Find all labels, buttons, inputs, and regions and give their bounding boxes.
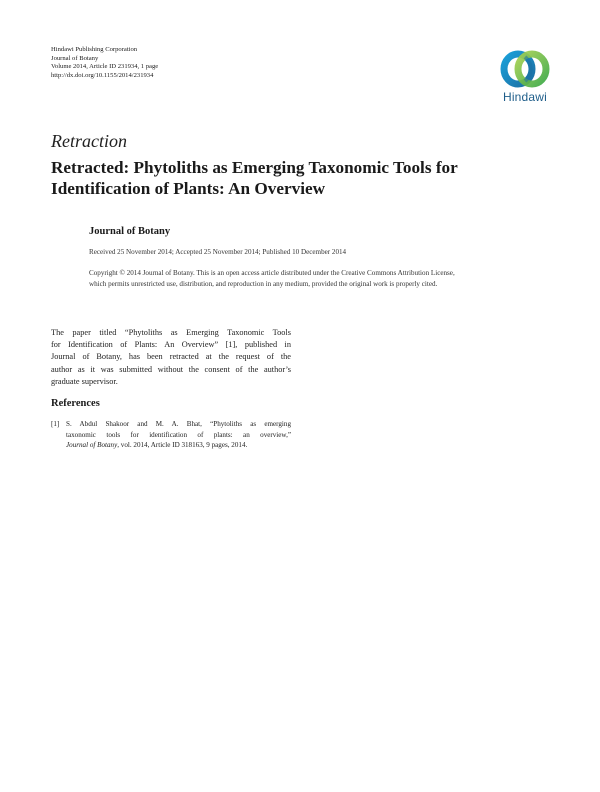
copyright-line: Copyright © 2014 Journal of Botany. This is an open access article distributed under the Creative Commons Attribution License, (89, 269, 455, 277)
hindawi-logo-icon (496, 48, 554, 90)
journal-author: Journal of Botany (89, 226, 171, 237)
body-line: The paper titled “Phytoliths as Emerging Taxonomic Tools (51, 328, 291, 337)
body-line: graduate supervisor. (51, 376, 118, 386)
publication-dates: Received 25 November 2014; Accepted 25 November 2014; Published 10 December 2014 (89, 248, 347, 256)
article-type: Retraction (51, 131, 127, 151)
copyright-notice (89, 268, 544, 289)
reference-body (66, 419, 291, 451)
journal-name-header: Journal of Botany (51, 54, 99, 62)
reference-details: , vol. 2014, Article ID 318163, 9 pages, 2014. (117, 441, 248, 450)
volume-line: Volume 2014, Article ID 231934, 1 page (51, 63, 159, 71)
reference-journal: Journal of Botany (66, 441, 118, 450)
hindawi-logo-text: Hindawi (502, 90, 548, 104)
title-line: Retracted: Phytoliths as Emerging Taxonomic Tools for (51, 158, 458, 177)
reference-line (66, 440, 291, 451)
title-line: Identification of Plants: An Overview (51, 178, 326, 198)
header-meta (51, 46, 158, 80)
article-title (51, 158, 521, 199)
body-line: author as it was submitted without the consent of the author’s (51, 364, 291, 374)
reference-number: [1] (51, 420, 60, 428)
references-heading: References (51, 398, 100, 409)
publisher-name: Hindawi Publishing Corporation (51, 46, 138, 53)
body-line: for Identification of Plants: An Overview” [1], published in (51, 340, 291, 350)
doi-link[interactable]: http://dx.doi.org/10.1155/2014/231934 (51, 71, 154, 79)
reference-line: taxonomic tools for identification of plants: an overview,” (66, 430, 291, 439)
reference-line: S. Abdul Shakoor and M. A. Bhat, “Phytoliths as emerging (66, 420, 291, 428)
body-line: Journal of Botany, has been retracted at the request of the (51, 352, 291, 362)
retraction-body (51, 327, 291, 388)
hindawi-logo (496, 48, 554, 106)
copyright-line: which permits unrestricted use, distribution, and reproduction in any medium, provided the original work is properly cited. (89, 279, 438, 288)
